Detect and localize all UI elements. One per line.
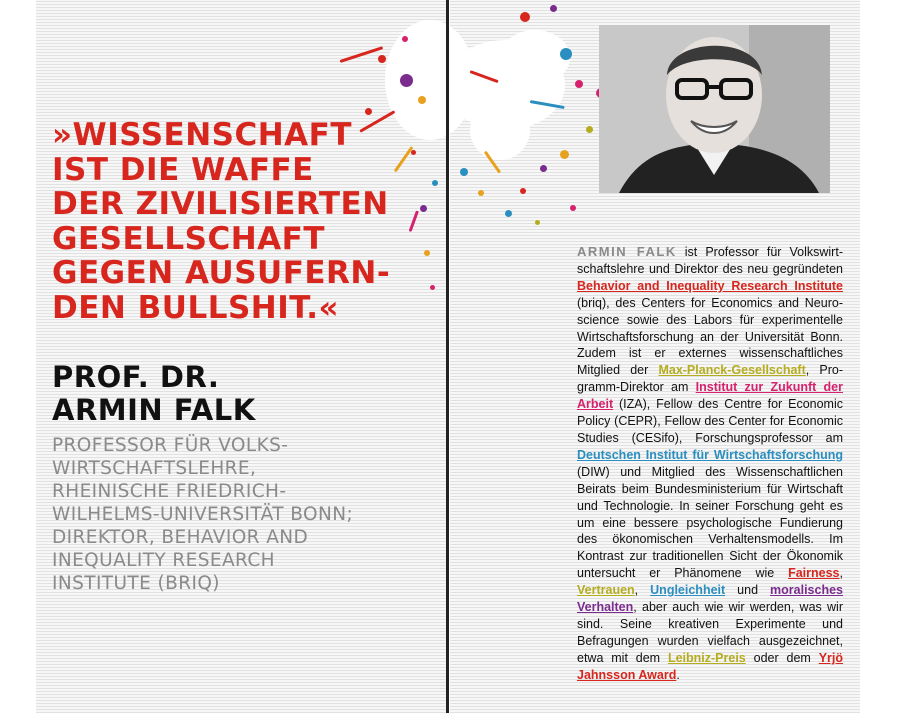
bio-segment: ist Professor für Volkswirtschaftslehre und Direktor des neu gegründeten (577, 245, 843, 276)
page-gutter (446, 0, 449, 713)
bio-segment: . (676, 667, 680, 682)
portrait-photo (599, 25, 830, 193)
bio-segment: und (725, 583, 771, 598)
link-yrjo-jahnsson-award[interactable]: Yrjö Jahnsson Award (577, 650, 843, 682)
bio-segment: (DIW) und Mitglied des Wissenschaftlichen Beirats beim Bundesministerium für Wirtschaft und Technologie. In seiner Forschung geht es um eine bessere psychologische Fundierung des ökonomischen Verhaltensmodells. Im Kontrast zur traditionellen Sicht der Ökonomik untersucht er Phänomene wie (577, 464, 843, 581)
bio-segment: oder dem (745, 650, 819, 665)
portrait-photo-icon (599, 25, 830, 193)
bio-segment: (briq), des Centers for Economics and Neuroscience sowie des Labors für experimentelle Wirtschaftsforschung an der Universität Bonn. Zudem ist er externes wissenschaftliches Mitglied der (577, 295, 843, 378)
left-page (36, 0, 446, 713)
bio-lead-name: ARMIN FALK (577, 244, 677, 259)
link-fairness[interactable]: Fairness (788, 566, 840, 581)
bio-segment: , Programm-Direktor am (577, 363, 843, 395)
bio-segment: (IZA), Fellow des Centre for Economic Policy (CEPR), Fellow des Center for Economic Studies (CESifo), Forschungsprofessor am (577, 397, 843, 445)
bio-text (577, 244, 843, 684)
bio-segment: , (839, 566, 843, 581)
link-briq[interactable]: Behavior and Inequality Research Institute (577, 278, 843, 293)
person-name: PROF. DR. ARMIN FALK (52, 360, 256, 427)
bio-segment: , aber auch wie wir werden, was wir sind. Seine kreativen Experimente und Befragungen wurden vielfach ausgezeichnet, etwa mit dem (577, 600, 843, 665)
link-max-planck[interactable]: Max-Planck-Gesellschaft (658, 363, 806, 378)
link-diw[interactable]: Deutschen Institut für Wirtschaftsforschung (577, 447, 843, 462)
pull-quote: »WISSENSCHAFT IST DIE WAFFE DER ZIVILISIERTEN GESELLSCHAFT GEGEN AUSUFERN- DEN BULLSHIT.« (52, 117, 391, 326)
link-leibniz-preis[interactable]: Leibniz-Preis (667, 650, 746, 665)
link-ungleichheit[interactable]: Ungleichheit (650, 583, 726, 598)
bio-segment: , (634, 583, 651, 598)
link-vertrauen[interactable]: Vertrauen (577, 583, 635, 598)
link-moralisches-verhalten[interactable]: moralisches Verhalten (577, 583, 843, 615)
link-iza[interactable]: Institut zur Zukunft der Arbeit (577, 380, 843, 412)
person-role: PROFESSOR FÜR VOLKS- WIRTSCHAFTSLEHRE, RHEINISCHE FRIEDRICH- WILHELMS-UNIVERSITÄT BONN; DIREKTOR, BEHAVIOR AND INEQUALITY RESEARCH INSTITUTE (BRIQ) (52, 435, 354, 594)
